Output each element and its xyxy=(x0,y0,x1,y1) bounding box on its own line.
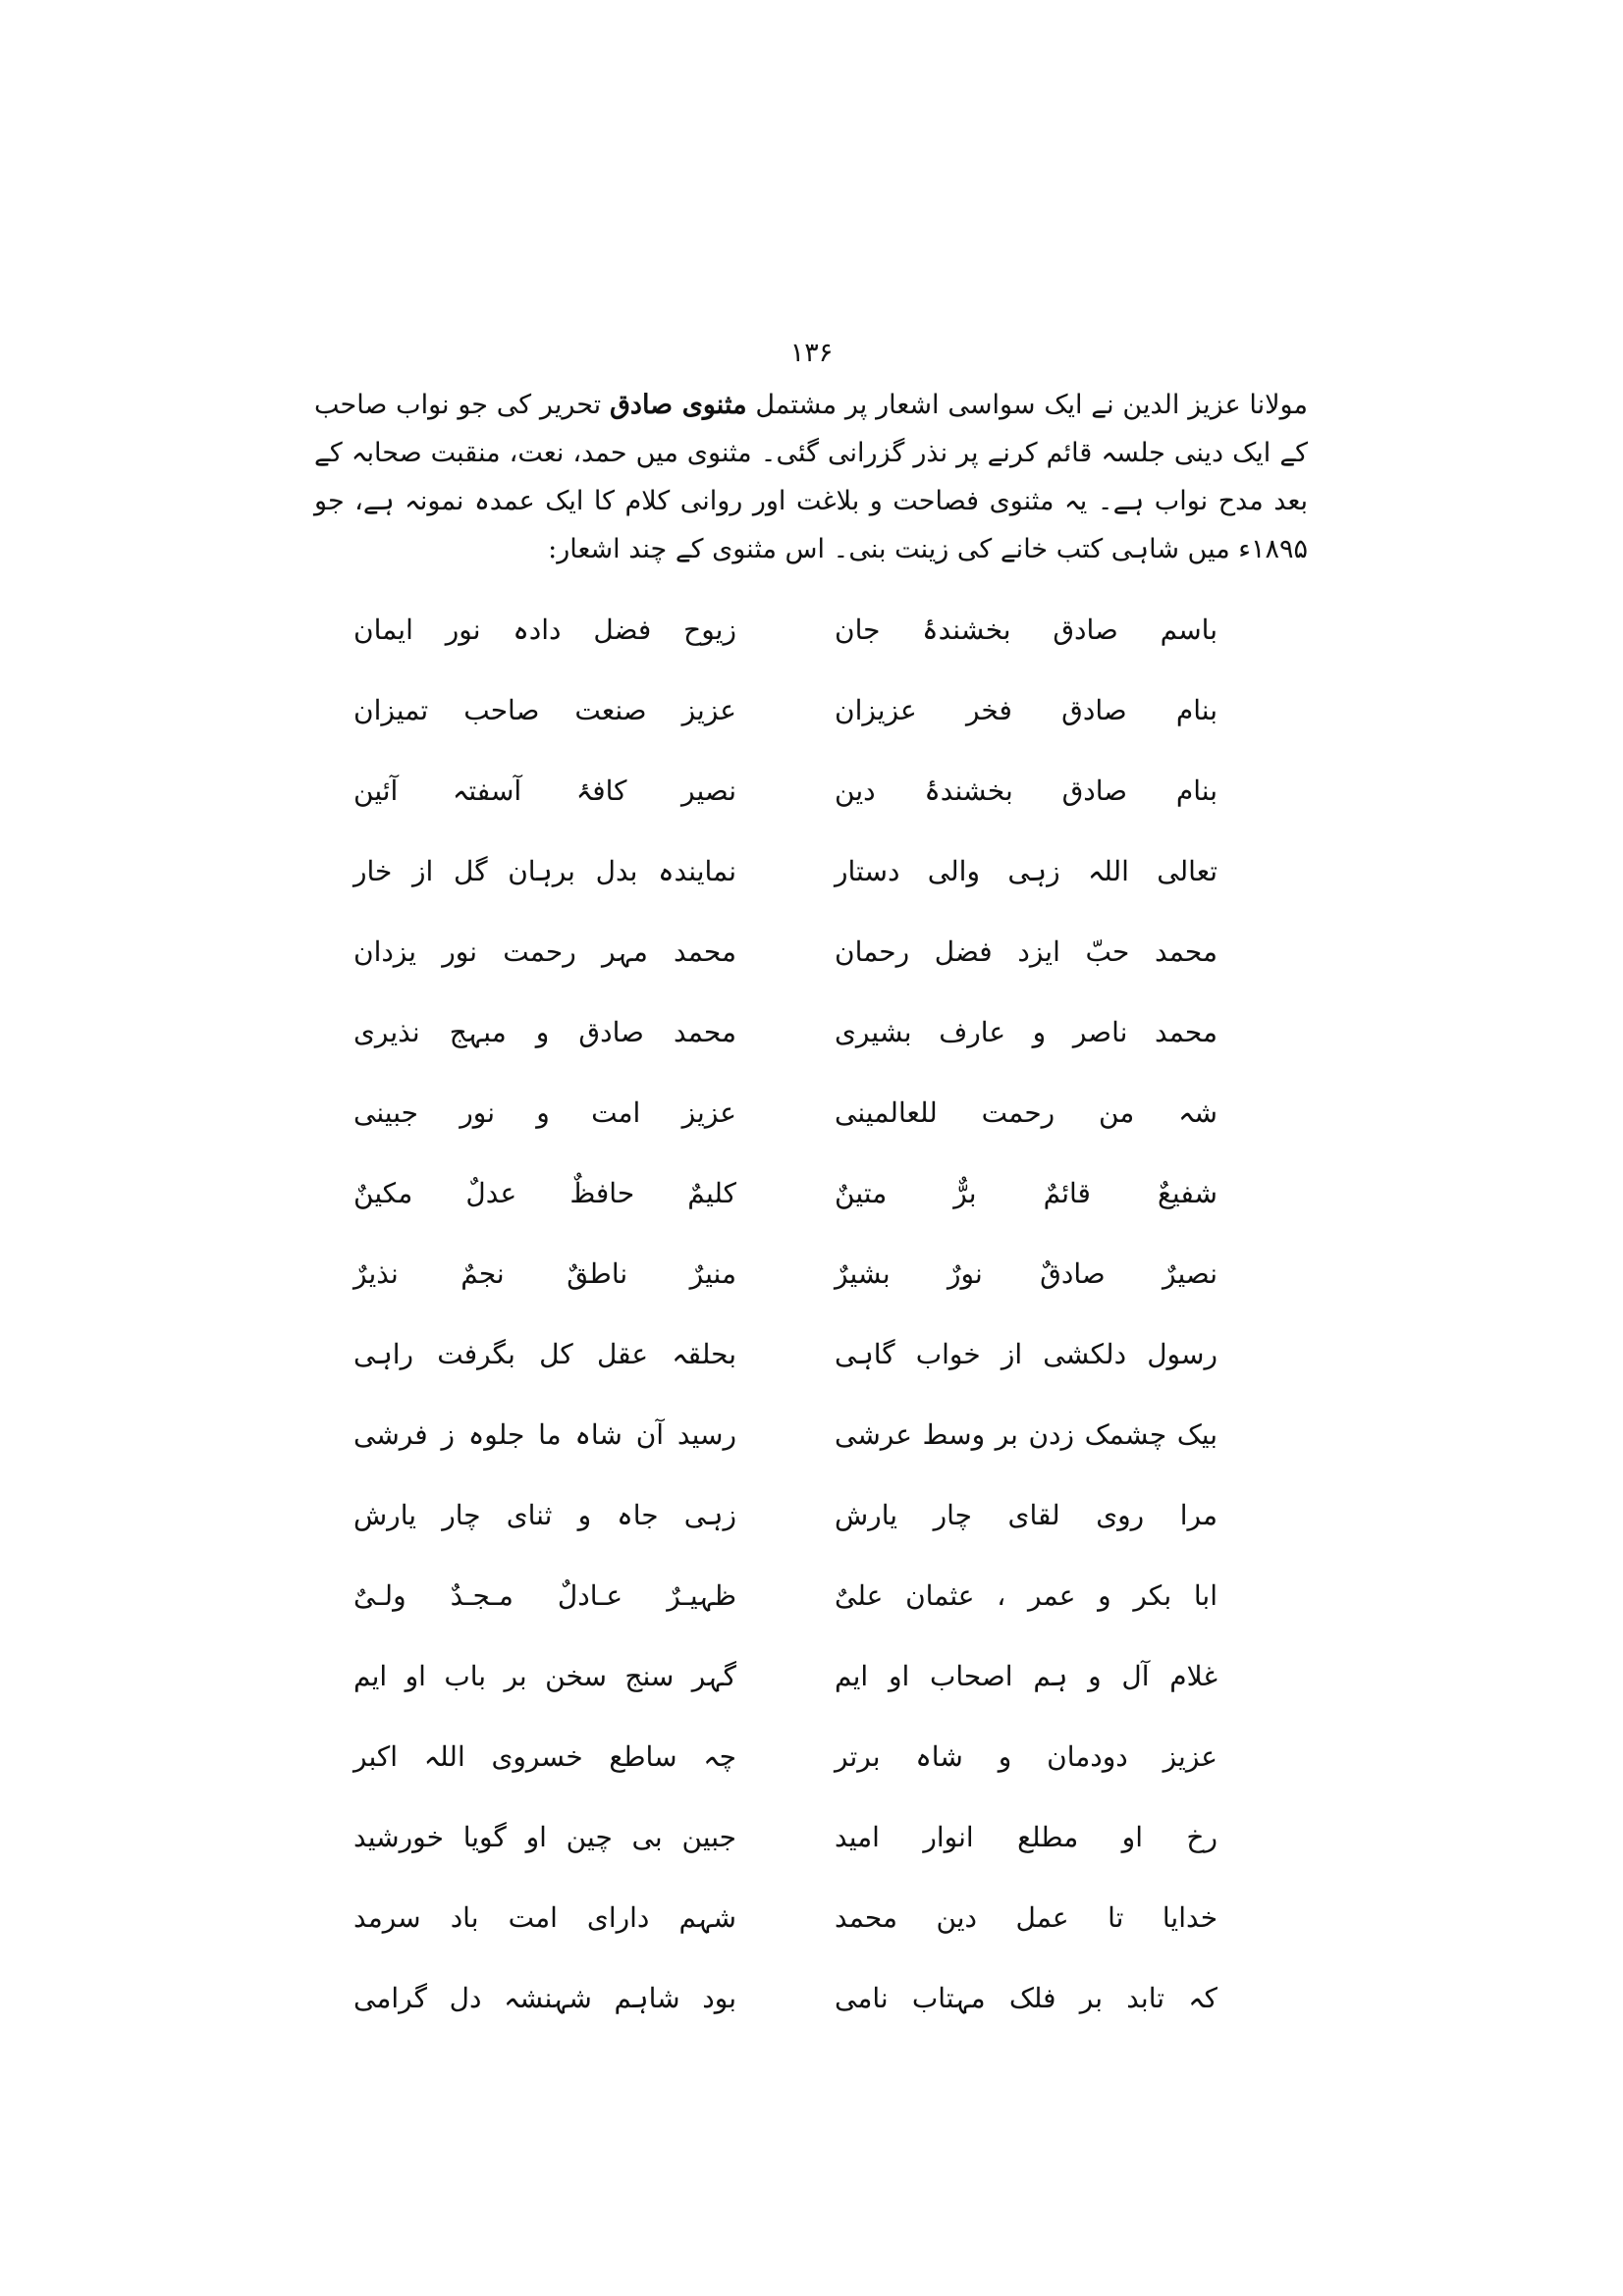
couplet-second-line: محمد صادق و مبہج نذیری xyxy=(353,1015,736,1048)
couplet-first-line: تعالی اللہ زہی والی دستار xyxy=(835,854,1217,887)
couplet-first-line: شفیعٌ قائمٌ برٌّ متینٌ xyxy=(835,1176,1217,1209)
couplet-first-line: بنام صادق فخر عزیزان xyxy=(835,693,1217,726)
intro-text-part-2: تحریر کی جو نواب صاحب کے ایک دینی جلسہ قائم کرنے پر نذر گزرانی گئی۔ مثنوی میں حمد، نعت، منقبت صحابہ کے بعد مدح نواب ہے۔ یہ مثنوی فصاحت و بلاغت اور روانی کلام کا ایک عمدہ نمونہ ہے، جو ۱۸۹۵ء میں شاہی کتب خانے کی زینت بنی۔ اس مثنوی کے چند اشعار: xyxy=(314,390,1308,564)
couplet-first-line: محمد حبّ ایزد فضل رحمان xyxy=(835,934,1217,968)
couplet-second-line: منیرٌ ناطقٌ نجمٌ نذیرٌ xyxy=(353,1256,736,1290)
couplet-first-line: بنام صادق بخشندۂ دین xyxy=(835,774,1217,807)
couplet-second-line: محمد مہر رحمت نور یزدان xyxy=(353,934,736,968)
couplet-first-line: بیک چشمک زدن بر وسط عرشی xyxy=(835,1417,1217,1451)
couplet-first-line: عزیز دودمان و شاہ برتر xyxy=(835,1739,1217,1773)
couplet-second-line: نمایندہ بدل برہان گل از خار xyxy=(353,854,736,887)
couplet xyxy=(353,1394,1217,1474)
intro-text-part-1: مولانا عزیز الدین نے ایک سواسی اشعار پر مشتمل xyxy=(755,390,1308,420)
couplet-first-line: نصیرٌ صادقٌ نورٌ بشیرٌ xyxy=(835,1256,1217,1290)
couplet-second-line: بحلقہ عقل کل بگرفت راہی xyxy=(353,1337,736,1370)
couplet-second-line: کلیمٌ حافظٌ عدلٌ مکینٌ xyxy=(353,1176,736,1209)
couplet xyxy=(353,1716,1217,1796)
couplet-first-line: رخ او مطلع انوار امید xyxy=(835,1820,1217,1853)
couplet-first-line: خدایا تا عمل دین محمد xyxy=(835,1900,1217,1934)
couplet-first-line: ابا بکر و عمر ، عثمان علیٌ xyxy=(835,1578,1217,1612)
couplet xyxy=(353,911,1217,991)
couplet-first-line: کہ تابد بر فلک مہتاب نامی xyxy=(835,1981,1217,2014)
couplet-first-line: رسول دلکشی از خواب گاہی xyxy=(835,1337,1217,1370)
couplet-first-line: غلام آل و ہم اصحاب او ایم xyxy=(835,1659,1217,1692)
couplet xyxy=(353,1877,1217,1957)
couplet-second-line: شہم دارای امت باد سرمد xyxy=(353,1900,736,1934)
couplet xyxy=(353,1796,1217,1877)
couplet xyxy=(353,669,1217,750)
couplet xyxy=(353,1474,1217,1555)
couplet xyxy=(353,1635,1217,1716)
couplet-first-line: باسم صادق بخشندۂ جان xyxy=(835,613,1217,646)
couplet-first-line: شہ من رحمت للعالمینی xyxy=(835,1095,1217,1129)
couplet-second-line: عزیز صنعت صاحب تمیزان xyxy=(353,693,736,726)
couplet-first-line: محمد ناصر و عارف بشیری xyxy=(835,1015,1217,1048)
couplet xyxy=(353,1072,1217,1152)
couplet xyxy=(353,991,1217,1072)
intro-paragraph xyxy=(314,381,1308,573)
couplet-second-line: زہی جاہ و ثنای چار یارش xyxy=(353,1498,736,1531)
couplet xyxy=(353,750,1217,830)
couplet-second-line: عزیز امت و نور جبینی xyxy=(353,1095,736,1129)
couplet-second-line: رسید آن شاہ ما جلوہ ز فرشی xyxy=(353,1417,736,1451)
couplet xyxy=(353,1152,1217,1233)
couplet-second-line: ظہیـرٌ عـادلٌ مـجـدٌ ولـیٌ xyxy=(353,1578,736,1612)
couplet xyxy=(353,1313,1217,1394)
couplet-second-line: زیوح فضل دادہ نور ایمان xyxy=(353,613,736,646)
couplet-second-line: نصیر کافۂ آسفتہ آئین xyxy=(353,774,736,807)
couplet-second-line: بود شاہم شہنشہ دل گرامی xyxy=(353,1981,736,2014)
couplet-second-line: چہ ساطع خسروی اللہ اکبر xyxy=(353,1739,736,1773)
couplet xyxy=(353,1555,1217,1635)
verse-list xyxy=(353,589,1217,2038)
couplet xyxy=(353,1233,1217,1313)
couplet xyxy=(353,589,1217,669)
couplet-second-line: جبین بی چین او گویا خورشید xyxy=(353,1820,736,1853)
intro-book-title: مثنوی صادق xyxy=(609,390,747,420)
couplet xyxy=(353,1957,1217,2038)
couplet xyxy=(353,830,1217,911)
page-number: ۱۳۶ xyxy=(789,338,834,368)
couplet-first-line: مرا روی لقای چار یارش xyxy=(835,1498,1217,1531)
couplet-second-line: گہر سنج سخن بر باب او ایم xyxy=(353,1659,736,1692)
